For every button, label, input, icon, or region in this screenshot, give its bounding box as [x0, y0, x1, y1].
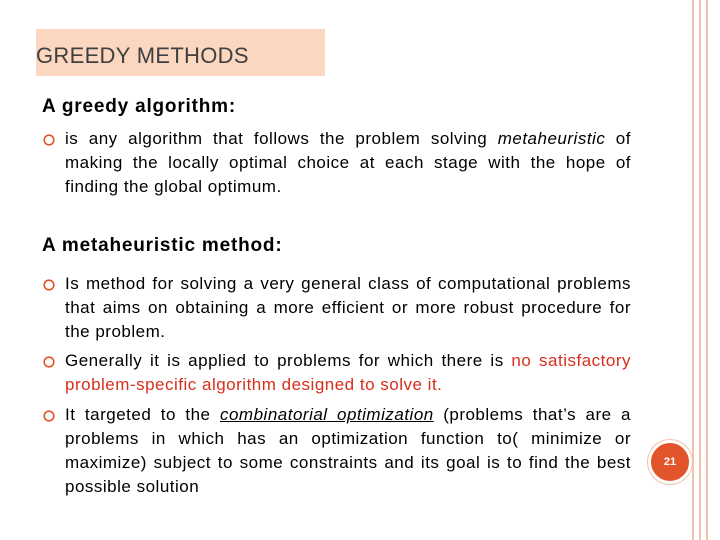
greedy-heading: A greedy algorithm:	[42, 96, 236, 117]
bullet-1-text: Is method for solving a very general class of computational problems that aims on obtaining a more efficient or more robust procedure for the problem.	[65, 274, 631, 341]
circle-bullet-icon	[42, 409, 56, 423]
metaheuristic-bullet-1	[65, 272, 631, 344]
circle-bullet-icon	[42, 133, 56, 147]
slide-title: GREEDY METHODS	[36, 43, 249, 68]
title-box	[36, 29, 325, 76]
decorative-border-line	[699, 0, 701, 540]
circle-bullet-icon	[42, 278, 56, 292]
metaheuristic-term: metaheuristic	[497, 129, 606, 148]
greedy-def-text: is any algorithm that follows the problem solving	[65, 129, 498, 148]
greedy-def-text-end: of making the locally optimal choice at each stage with the hope of finding the global optimum.	[65, 129, 631, 196]
decorative-border-line	[692, 0, 694, 540]
metaheuristic-heading: A metaheuristic method:	[42, 235, 283, 256]
bullet-2-highlight: no satisfactory problem-specific algorithm designed to solve it.	[65, 351, 631, 394]
greedy-definition	[65, 127, 631, 199]
bullet-3-text: It targeted to the	[65, 405, 220, 424]
bullet-3-text-end: (problems that’s are a problems in which has an optimization function to( minimize or maximize) subject to some constraints and its goal is to find the best possible solution	[65, 405, 632, 496]
metaheuristic-bullet-2	[65, 349, 631, 397]
circle-bullet-icon	[42, 355, 56, 369]
combinatorial-optimization-term: combinatorial optimization	[219, 405, 434, 424]
page-number-badge: 21	[648, 440, 692, 484]
bullet-2-text: Generally it is applied to problems for which there is	[65, 351, 512, 370]
metaheuristic-bullet-3	[65, 403, 631, 499]
decorative-border-line	[706, 0, 708, 540]
